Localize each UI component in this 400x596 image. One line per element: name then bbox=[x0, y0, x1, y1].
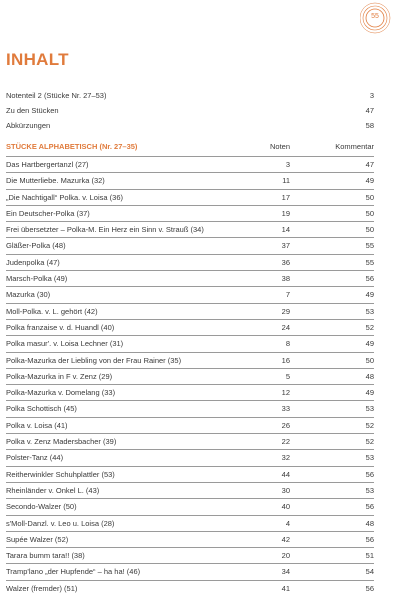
toc-item bbox=[6, 103, 374, 118]
piece-name: Das Hartbergertanzl (27) bbox=[6, 160, 89, 169]
noten-page: 38 bbox=[281, 274, 290, 284]
kommentar-page: 49 bbox=[365, 290, 374, 300]
alphabetical-section bbox=[6, 140, 374, 593]
noten-page: 16 bbox=[281, 355, 290, 365]
page-number-badge bbox=[360, 2, 392, 34]
piece-name: Tarara bumm tara!! (38) bbox=[6, 551, 85, 561]
noten-page: 20 bbox=[281, 551, 290, 561]
noten-page: 30 bbox=[281, 485, 290, 495]
table-row bbox=[6, 286, 374, 302]
kommentar-page: 49 bbox=[365, 176, 374, 186]
piece-name: Die Mutterliebe. Mazurka (32) bbox=[6, 176, 105, 186]
table-row bbox=[6, 417, 374, 433]
piece-name: Judenpolka (47) bbox=[6, 257, 60, 267]
table-row bbox=[6, 172, 374, 188]
noten-page: 7 bbox=[285, 290, 290, 300]
kommentar-page: 53 bbox=[365, 485, 374, 495]
kommentar-page: 56 bbox=[365, 583, 374, 593]
piece-name: s'Moll-Danzl. v. Leo u. Loisa (28) bbox=[6, 518, 115, 528]
noten-page: 37 bbox=[281, 241, 290, 251]
noten-page: 33 bbox=[281, 404, 290, 414]
piece-name: Gläßer-Polka (48) bbox=[6, 241, 66, 251]
table-row bbox=[6, 433, 374, 449]
noten-page: 26 bbox=[281, 420, 290, 430]
table-row bbox=[6, 205, 374, 221]
table-row bbox=[6, 221, 374, 237]
toc-item-page: 58 bbox=[365, 121, 374, 130]
kommentar-page: 51 bbox=[365, 551, 374, 561]
pieces-table bbox=[6, 156, 374, 596]
table-row bbox=[6, 189, 374, 205]
kommentar-page: 52 bbox=[365, 420, 374, 430]
section-title: STÜCKE ALPHABETISCH (Nr. 27–35) bbox=[6, 142, 138, 151]
section-header bbox=[6, 140, 374, 154]
table-row bbox=[6, 270, 374, 286]
table-row bbox=[6, 515, 374, 531]
kommentar-page: 54 bbox=[365, 567, 374, 577]
noten-page: 40 bbox=[281, 502, 290, 512]
kommentar-page: 55 bbox=[365, 241, 374, 251]
kommentar-page: 50 bbox=[365, 208, 374, 218]
page-title: INHALT bbox=[6, 50, 69, 69]
table-row bbox=[6, 237, 374, 253]
noten-page: 22 bbox=[281, 437, 290, 447]
table-row bbox=[6, 384, 374, 400]
piece-name: Frei übersetzter – Polka-M. Ein Herz ein Sinn v. Strauß (34) bbox=[6, 225, 204, 235]
piece-name: Polster-Tanz (44) bbox=[6, 453, 64, 463]
table-row bbox=[6, 335, 374, 351]
kommentar-page: 53 bbox=[365, 306, 374, 316]
page-number: 55 bbox=[371, 13, 379, 20]
kommentar-page: 53 bbox=[365, 404, 374, 414]
noten-page: 32 bbox=[281, 453, 290, 463]
kommentar-page: 56 bbox=[365, 469, 374, 479]
kommentar-page: 47 bbox=[365, 160, 374, 169]
toc-item bbox=[6, 88, 374, 103]
noten-page: 4 bbox=[285, 518, 290, 528]
noten-page: 19 bbox=[281, 208, 290, 218]
kommentar-page: 50 bbox=[365, 225, 374, 235]
table-row bbox=[6, 563, 374, 579]
kommentar-page: 49 bbox=[365, 339, 374, 349]
kommentar-page: 50 bbox=[365, 192, 374, 202]
piece-name: Polka Schottisch (45) bbox=[6, 404, 77, 414]
noten-page: 17 bbox=[281, 192, 290, 202]
kommentar-page: 55 bbox=[365, 257, 374, 267]
piece-name: Polka franzaise v. d. Huandl (40) bbox=[6, 322, 115, 332]
piece-name: Reitherwinkler Schuhplattler (53) bbox=[6, 469, 115, 479]
table-row bbox=[6, 254, 374, 270]
piece-name: Rheinländer v. Onkel L. (43) bbox=[6, 485, 100, 495]
toc-item-page: 3 bbox=[369, 91, 374, 100]
table-row bbox=[6, 580, 374, 596]
piece-name: „Die Nachtigall“ Polka. v. Loisa (36) bbox=[6, 192, 123, 202]
piece-name: Moll-Polka. v. L. gehört (42) bbox=[6, 306, 98, 316]
noten-page: 24 bbox=[281, 322, 290, 332]
table-row bbox=[6, 482, 374, 498]
table-row bbox=[6, 319, 374, 335]
noten-page: 8 bbox=[285, 339, 290, 349]
table-row bbox=[6, 531, 374, 547]
table-row bbox=[6, 547, 374, 563]
kommentar-page: 49 bbox=[365, 388, 374, 398]
piece-name: Polka v. Loisa (41) bbox=[6, 420, 68, 430]
kommentar-page: 48 bbox=[365, 371, 374, 381]
toc-item-label: Zu den Stücken bbox=[6, 106, 59, 115]
noten-page: 11 bbox=[282, 176, 290, 186]
piece-name: Polka v. Zenz Madersbacher (39) bbox=[6, 437, 117, 447]
toc-item-page: 47 bbox=[365, 106, 374, 115]
piece-name: Mazurka (30) bbox=[6, 290, 51, 300]
piece-name: Supée Walzer (52) bbox=[6, 534, 69, 544]
toc-item-label: Abkürzungen bbox=[6, 121, 51, 130]
kommentar-page: 52 bbox=[365, 437, 374, 447]
toc-list bbox=[6, 88, 374, 133]
table-row bbox=[6, 368, 374, 384]
column-header-kommentar: Kommentar bbox=[335, 142, 374, 151]
toc-item bbox=[6, 118, 374, 133]
noten-page: 14 bbox=[281, 225, 290, 235]
piece-name: Marsch-Polka (49) bbox=[6, 274, 68, 284]
kommentar-page: 48 bbox=[365, 518, 374, 528]
noten-page: 36 bbox=[281, 257, 290, 267]
piece-name: Walzer (fremder) (51) bbox=[6, 583, 78, 593]
table-row bbox=[6, 303, 374, 319]
piece-name: Secondo-Walzer (50) bbox=[6, 502, 77, 512]
table-row bbox=[6, 498, 374, 514]
piece-name: Tramp'lano „der Hupfende“ – ha ha! (46) bbox=[6, 567, 141, 577]
table-row bbox=[6, 400, 374, 416]
column-header-noten: Noten bbox=[269, 142, 290, 151]
noten-page: 12 bbox=[281, 388, 290, 398]
noten-page: 42 bbox=[281, 534, 290, 544]
piece-name: Polka-Mazurka v. Domelang (33) bbox=[6, 388, 116, 398]
kommentar-page: 56 bbox=[365, 502, 374, 512]
noten-page: 3 bbox=[285, 160, 290, 169]
kommentar-page: 56 bbox=[365, 274, 374, 284]
noten-page: 41 bbox=[281, 583, 290, 593]
noten-page: 5 bbox=[285, 371, 290, 381]
kommentar-page: 50 bbox=[365, 355, 374, 365]
table-row bbox=[6, 449, 374, 465]
toc-item-label: Notenteil 2 (Stücke Nr. 27–53) bbox=[6, 91, 107, 100]
piece-name: Polka masur'. v. Loisa Lechner (31) bbox=[6, 339, 124, 349]
piece-name: Polka-Mazurka in F v. Zenz (29) bbox=[6, 371, 113, 381]
kommentar-page: 52 bbox=[365, 322, 374, 332]
table-row bbox=[6, 156, 374, 172]
noten-page: 44 bbox=[281, 469, 290, 479]
kommentar-page: 56 bbox=[365, 534, 374, 544]
table-row bbox=[6, 352, 374, 368]
piece-name: Ein Deutscher-Polka (37) bbox=[6, 208, 90, 218]
noten-page: 34 bbox=[281, 567, 290, 577]
kommentar-page: 53 bbox=[365, 453, 374, 463]
table-row bbox=[6, 466, 374, 482]
piece-name: Polka-Mazurka der Liebling von der Frau Rainer (35) bbox=[6, 355, 182, 365]
noten-page: 29 bbox=[281, 306, 290, 316]
